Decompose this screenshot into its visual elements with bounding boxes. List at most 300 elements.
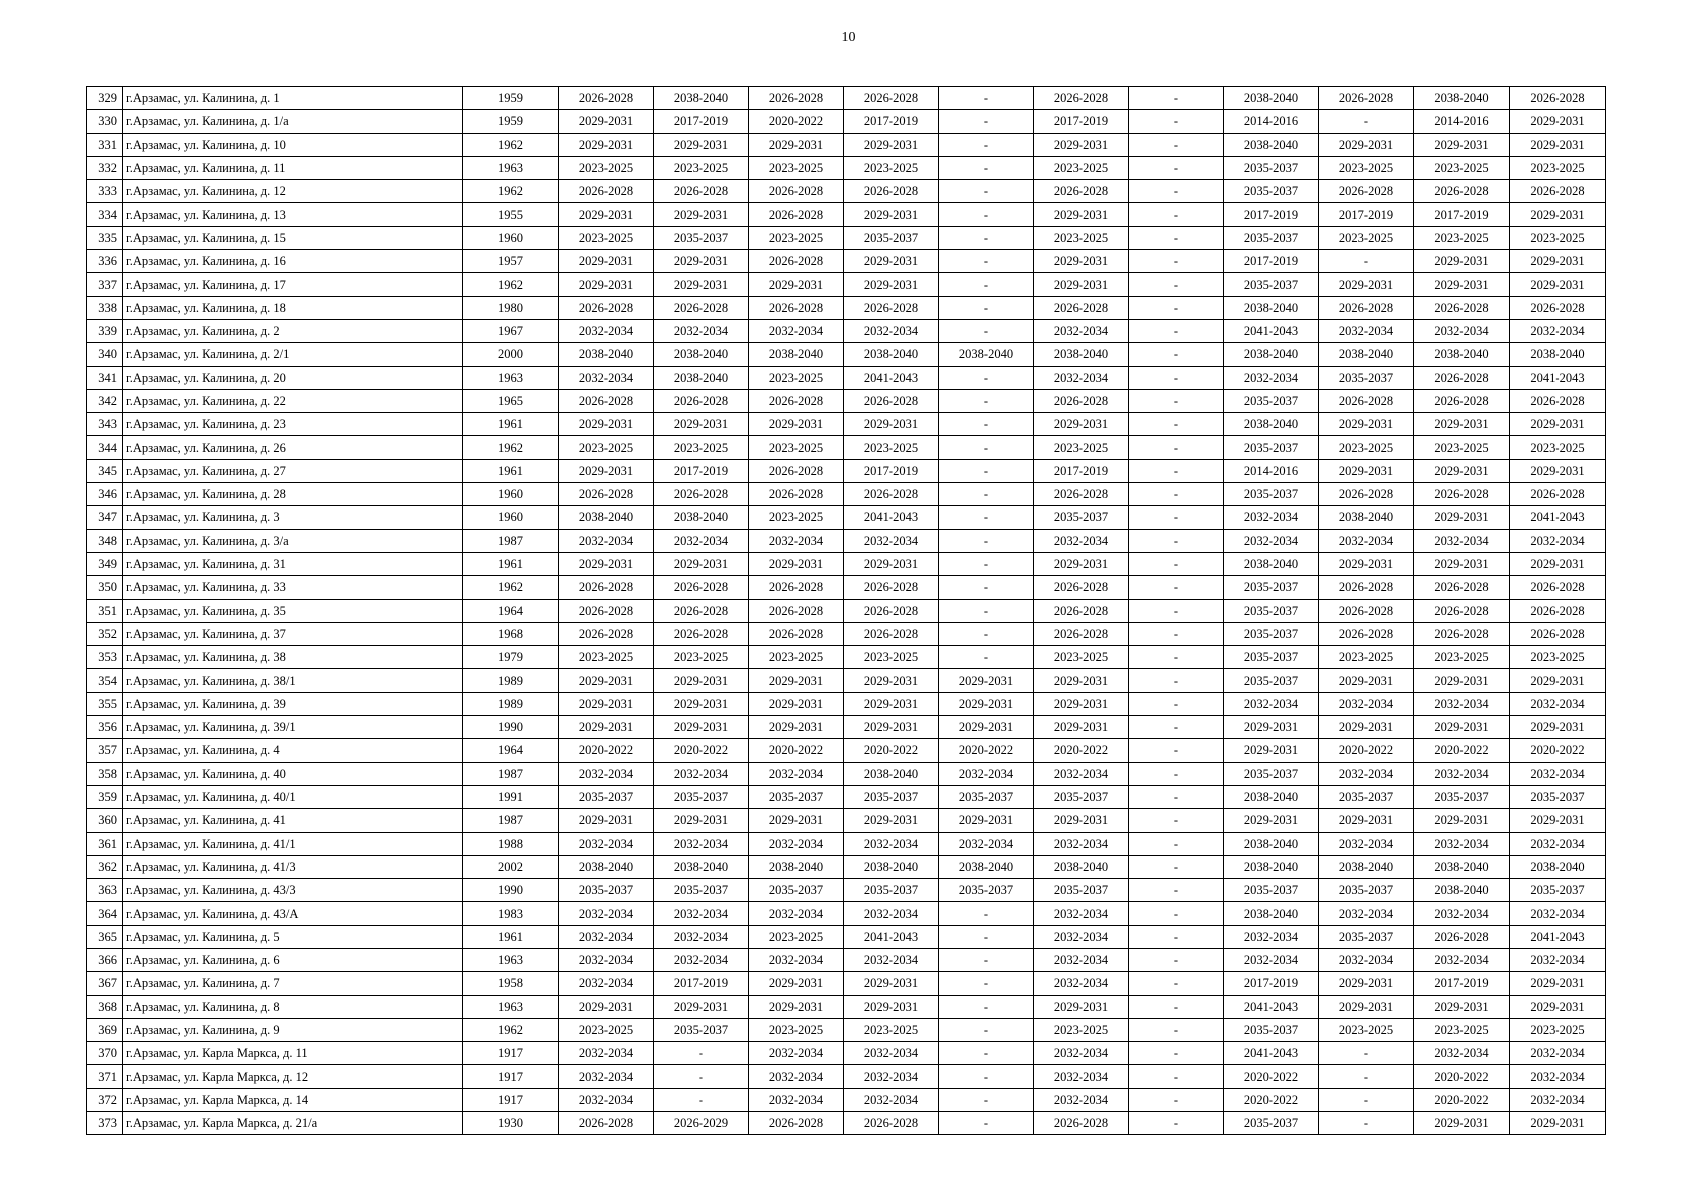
table-row	[87, 273, 1606, 296]
cell-period-2: 2029-2031	[654, 250, 749, 273]
cell-row-number: 352	[87, 622, 123, 645]
cell-period-7: -	[1129, 995, 1224, 1018]
cell-period-2: 2023-2025	[654, 646, 749, 669]
cell-period-3: 2032-2034	[749, 319, 844, 342]
cell-period-3: 2026-2028	[749, 203, 844, 226]
cell-period-11: 2023-2025	[1510, 1018, 1606, 1041]
cell-address: г.Арзамас, ул. Калинина, д. 38	[123, 646, 463, 669]
cell-row-number: 362	[87, 855, 123, 878]
cell-period-3: 2026-2028	[749, 180, 844, 203]
cell-period-3: 2032-2034	[749, 832, 844, 855]
cell-address: г.Арзамас, ул. Калинина, д. 3	[123, 506, 463, 529]
cell-period-4: 2041-2043	[844, 925, 939, 948]
cell-period-3: 2032-2034	[749, 529, 844, 552]
table-row	[87, 250, 1606, 273]
cell-period-4: 2026-2028	[844, 599, 939, 622]
housing-schedule-table	[86, 86, 1606, 1135]
cell-period-11: 2032-2034	[1510, 948, 1606, 971]
cell-period-11: 2029-2031	[1510, 273, 1606, 296]
cell-address: г.Арзамас, ул. Калинина, д. 5	[123, 925, 463, 948]
cell-period-5: 2029-2031	[939, 692, 1034, 715]
cell-period-4: 2026-2028	[844, 622, 939, 645]
cell-period-2: 2032-2034	[654, 902, 749, 925]
cell-period-5: -	[939, 296, 1034, 319]
cell-period-6: 2023-2025	[1034, 226, 1129, 249]
cell-period-11: 2029-2031	[1510, 669, 1606, 692]
cell-period-11: 2026-2028	[1510, 296, 1606, 319]
cell-period-8: 2038-2040	[1224, 413, 1319, 436]
cell-period-2: 2029-2031	[654, 133, 749, 156]
table-row	[87, 995, 1606, 1018]
cell-address: г.Арзамас, ул. Калинина, д. 6	[123, 948, 463, 971]
cell-period-2: 2032-2034	[654, 529, 749, 552]
cell-period-9: 2026-2028	[1319, 622, 1414, 645]
cell-address: г.Арзамас, ул. Калинина, д. 41/3	[123, 855, 463, 878]
cell-period-5: -	[939, 1018, 1034, 1041]
table-row	[87, 87, 1606, 110]
cell-period-10: 2032-2034	[1414, 319, 1510, 342]
cell-period-7: -	[1129, 902, 1224, 925]
cell-period-2: 2017-2019	[654, 972, 749, 995]
cell-period-8: 2035-2037	[1224, 669, 1319, 692]
cell-period-10: 2029-2031	[1414, 552, 1510, 575]
cell-period-6: 2035-2037	[1034, 506, 1129, 529]
cell-period-9: 2032-2034	[1319, 319, 1414, 342]
table-row	[87, 692, 1606, 715]
cell-period-3: 2029-2031	[749, 413, 844, 436]
cell-period-10: 2032-2034	[1414, 762, 1510, 785]
cell-period-3: 2032-2034	[749, 1065, 844, 1088]
cell-period-10: 2032-2034	[1414, 902, 1510, 925]
cell-address: г.Арзамас, ул. Калинина, д. 43/А	[123, 902, 463, 925]
cell-build-year: 1987	[463, 529, 559, 552]
cell-period-5: -	[939, 552, 1034, 575]
cell-build-year: 2000	[463, 343, 559, 366]
cell-period-7: -	[1129, 1042, 1224, 1065]
cell-period-9: 2029-2031	[1319, 669, 1414, 692]
cell-period-2: 2026-2028	[654, 622, 749, 645]
cell-period-10: 2032-2034	[1414, 692, 1510, 715]
cell-period-3: 2023-2025	[749, 226, 844, 249]
cell-address: г.Арзамас, ул. Калинина, д. 27	[123, 459, 463, 482]
cell-period-8: 2035-2037	[1224, 646, 1319, 669]
cell-period-6: 2023-2025	[1034, 436, 1129, 459]
cell-period-8: 2035-2037	[1224, 273, 1319, 296]
cell-period-8: 2035-2037	[1224, 599, 1319, 622]
table-row	[87, 226, 1606, 249]
cell-period-9: 2023-2025	[1319, 646, 1414, 669]
cell-row-number: 361	[87, 832, 123, 855]
cell-period-1: 2029-2031	[559, 995, 654, 1018]
cell-period-3: 2029-2031	[749, 273, 844, 296]
cell-period-6: 2032-2034	[1034, 972, 1129, 995]
cell-period-3: 2029-2031	[749, 972, 844, 995]
table-row	[87, 1065, 1606, 1088]
cell-period-5: -	[939, 1088, 1034, 1111]
cell-period-7: -	[1129, 483, 1224, 506]
cell-build-year: 1989	[463, 669, 559, 692]
cell-period-2: 2029-2031	[654, 413, 749, 436]
cell-period-5: -	[939, 273, 1034, 296]
cell-period-10: 2020-2022	[1414, 1065, 1510, 1088]
cell-row-number: 330	[87, 110, 123, 133]
cell-row-number: 353	[87, 646, 123, 669]
cell-period-7: -	[1129, 925, 1224, 948]
cell-period-1: 2020-2022	[559, 739, 654, 762]
cell-period-8: 2035-2037	[1224, 389, 1319, 412]
cell-address: г.Арзамас, ул. Калинина, д. 40	[123, 762, 463, 785]
cell-period-5: 2035-2037	[939, 879, 1034, 902]
cell-period-11: 2032-2034	[1510, 762, 1606, 785]
cell-period-7: -	[1129, 1112, 1224, 1135]
cell-period-5: 2032-2034	[939, 832, 1034, 855]
cell-period-8: 2038-2040	[1224, 902, 1319, 925]
table-row	[87, 319, 1606, 342]
cell-period-3: 2029-2031	[749, 692, 844, 715]
cell-period-4: 2026-2028	[844, 87, 939, 110]
cell-period-9: -	[1319, 1065, 1414, 1088]
cell-period-10: 2038-2040	[1414, 87, 1510, 110]
cell-period-11: 2029-2031	[1510, 459, 1606, 482]
cell-address: г.Арзамас, ул. Калинина, д. 9	[123, 1018, 463, 1041]
table-row	[87, 948, 1606, 971]
table-row	[87, 1112, 1606, 1135]
cell-row-number: 373	[87, 1112, 123, 1135]
cell-period-10: 2029-2031	[1414, 273, 1510, 296]
cell-row-number: 358	[87, 762, 123, 785]
cell-period-6: 2029-2031	[1034, 669, 1129, 692]
cell-period-6: 2038-2040	[1034, 855, 1129, 878]
cell-period-7: -	[1129, 319, 1224, 342]
cell-build-year: 1962	[463, 436, 559, 459]
cell-period-3: 2029-2031	[749, 133, 844, 156]
cell-period-10: 2029-2031	[1414, 250, 1510, 273]
cell-period-1: 2029-2031	[559, 273, 654, 296]
cell-period-5: -	[939, 972, 1034, 995]
cell-period-2: 2023-2025	[654, 156, 749, 179]
cell-period-5: -	[939, 1042, 1034, 1065]
table-body	[87, 87, 1606, 1135]
table-row	[87, 809, 1606, 832]
cell-period-6: 2032-2034	[1034, 319, 1129, 342]
table-row	[87, 716, 1606, 739]
cell-period-1: 2026-2028	[559, 599, 654, 622]
cell-address: г.Арзамас, ул. Калинина, д. 41/1	[123, 832, 463, 855]
cell-period-2: 2035-2037	[654, 879, 749, 902]
cell-period-1: 2026-2028	[559, 622, 654, 645]
table-row	[87, 646, 1606, 669]
cell-period-3: 2026-2028	[749, 1112, 844, 1135]
cell-address: г.Арзамас, ул. Калинина, д. 12	[123, 180, 463, 203]
cell-address: г.Арзамас, ул. Калинина, д. 20	[123, 366, 463, 389]
cell-build-year: 1917	[463, 1042, 559, 1065]
cell-period-7: -	[1129, 529, 1224, 552]
cell-period-1: 2032-2034	[559, 366, 654, 389]
table-row	[87, 156, 1606, 179]
cell-period-7: -	[1129, 366, 1224, 389]
cell-period-1: 2032-2034	[559, 762, 654, 785]
cell-period-2: 2035-2037	[654, 1018, 749, 1041]
cell-period-10: 2029-2031	[1414, 133, 1510, 156]
cell-period-1: 2029-2031	[559, 716, 654, 739]
cell-period-11: 2026-2028	[1510, 483, 1606, 506]
cell-period-8: 2038-2040	[1224, 343, 1319, 366]
cell-period-2: 2038-2040	[654, 506, 749, 529]
cell-period-11: 2029-2031	[1510, 133, 1606, 156]
cell-build-year: 1991	[463, 785, 559, 808]
cell-row-number: 332	[87, 156, 123, 179]
cell-period-3: 2032-2034	[749, 762, 844, 785]
cell-row-number: 337	[87, 273, 123, 296]
cell-period-2: 2020-2022	[654, 739, 749, 762]
cell-period-7: -	[1129, 716, 1224, 739]
cell-period-7: -	[1129, 226, 1224, 249]
cell-period-4: 2029-2031	[844, 203, 939, 226]
cell-address: г.Арзамас, ул. Карла Маркса, д. 21/а	[123, 1112, 463, 1135]
cell-build-year: 1964	[463, 739, 559, 762]
cell-build-year: 1960	[463, 483, 559, 506]
cell-row-number: 338	[87, 296, 123, 319]
cell-period-10: 2029-2031	[1414, 459, 1510, 482]
cell-period-8: 2032-2034	[1224, 948, 1319, 971]
cell-period-8: 2014-2016	[1224, 110, 1319, 133]
cell-period-3: 2023-2025	[749, 436, 844, 459]
cell-period-5: -	[939, 87, 1034, 110]
cell-period-11: 2026-2028	[1510, 180, 1606, 203]
cell-period-6: 2029-2031	[1034, 250, 1129, 273]
cell-build-year: 1964	[463, 599, 559, 622]
cell-address: г.Арзамас, ул. Калинина, д. 31	[123, 552, 463, 575]
cell-period-7: -	[1129, 622, 1224, 645]
table-row	[87, 622, 1606, 645]
cell-period-11: 2032-2034	[1510, 319, 1606, 342]
cell-period-11: 2029-2031	[1510, 995, 1606, 1018]
cell-period-4: 2038-2040	[844, 343, 939, 366]
cell-period-6: 2026-2028	[1034, 483, 1129, 506]
cell-period-5: -	[939, 413, 1034, 436]
cell-period-8: 2041-2043	[1224, 1042, 1319, 1065]
cell-period-6: 2026-2028	[1034, 1112, 1129, 1135]
cell-period-2: 2032-2034	[654, 925, 749, 948]
cell-period-8: 2020-2022	[1224, 1065, 1319, 1088]
cell-row-number: 359	[87, 785, 123, 808]
cell-period-7: -	[1129, 552, 1224, 575]
cell-address: г.Арзамас, ул. Калинина, д. 40/1	[123, 785, 463, 808]
cell-period-3: 2029-2031	[749, 552, 844, 575]
cell-period-3: 2023-2025	[749, 646, 844, 669]
cell-period-11: 2026-2028	[1510, 87, 1606, 110]
cell-period-8: 2038-2040	[1224, 785, 1319, 808]
cell-period-4: 2032-2034	[844, 1088, 939, 1111]
table-row	[87, 879, 1606, 902]
cell-period-9: 2032-2034	[1319, 948, 1414, 971]
cell-period-6: 2032-2034	[1034, 762, 1129, 785]
cell-period-4: 2032-2034	[844, 948, 939, 971]
table-row	[87, 483, 1606, 506]
cell-build-year: 1963	[463, 366, 559, 389]
cell-period-11: 2032-2034	[1510, 832, 1606, 855]
cell-address: г.Арзамас, ул. Калинина, д. 16	[123, 250, 463, 273]
cell-period-4: 2041-2043	[844, 366, 939, 389]
cell-period-5: 2035-2037	[939, 785, 1034, 808]
cell-period-9: 2038-2040	[1319, 343, 1414, 366]
cell-period-5: -	[939, 925, 1034, 948]
cell-period-5: -	[939, 576, 1034, 599]
cell-address: г.Арзамас, ул. Калинина, д. 39	[123, 692, 463, 715]
cell-period-10: 2038-2040	[1414, 343, 1510, 366]
cell-period-11: 2032-2034	[1510, 1042, 1606, 1065]
cell-period-9: 2035-2037	[1319, 366, 1414, 389]
cell-row-number: 335	[87, 226, 123, 249]
cell-period-4: 2017-2019	[844, 110, 939, 133]
cell-period-9: -	[1319, 250, 1414, 273]
cell-period-9: 2035-2037	[1319, 925, 1414, 948]
cell-period-4: 2032-2034	[844, 1042, 939, 1065]
cell-address: г.Арзамас, ул. Калинина, д. 43/3	[123, 879, 463, 902]
table-row	[87, 1018, 1606, 1041]
cell-build-year: 1990	[463, 879, 559, 902]
cell-period-9: 2035-2037	[1319, 785, 1414, 808]
cell-period-3: 2026-2028	[749, 87, 844, 110]
cell-period-10: 2014-2016	[1414, 110, 1510, 133]
cell-row-number: 367	[87, 972, 123, 995]
cell-address: г.Арзамас, ул. Карла Маркса, д. 12	[123, 1065, 463, 1088]
cell-period-5: -	[939, 436, 1034, 459]
cell-row-number: 357	[87, 739, 123, 762]
cell-period-8: 2032-2034	[1224, 925, 1319, 948]
cell-period-4: 2035-2037	[844, 785, 939, 808]
cell-build-year: 1987	[463, 809, 559, 832]
table-row	[87, 552, 1606, 575]
cell-period-6: 2026-2028	[1034, 180, 1129, 203]
cell-period-11: 2029-2031	[1510, 716, 1606, 739]
cell-period-5: 2038-2040	[939, 855, 1034, 878]
cell-address: г.Арзамас, ул. Калинина, д. 1/а	[123, 110, 463, 133]
cell-address: г.Арзамас, ул. Калинина, д. 33	[123, 576, 463, 599]
table-row	[87, 1042, 1606, 1065]
table-row	[87, 1088, 1606, 1111]
cell-period-2: 2029-2031	[654, 995, 749, 1018]
table-row	[87, 576, 1606, 599]
cell-row-number: 355	[87, 692, 123, 715]
cell-period-6: 2032-2034	[1034, 366, 1129, 389]
cell-period-1: 2032-2034	[559, 972, 654, 995]
cell-row-number: 350	[87, 576, 123, 599]
cell-row-number: 341	[87, 366, 123, 389]
cell-address: г.Арзамас, ул. Калинина, д. 39/1	[123, 716, 463, 739]
cell-period-4: 2023-2025	[844, 1018, 939, 1041]
cell-address: г.Арзамас, ул. Карла Маркса, д. 11	[123, 1042, 463, 1065]
cell-period-10: 2029-2031	[1414, 413, 1510, 436]
table-row	[87, 832, 1606, 855]
cell-period-2: 2023-2025	[654, 436, 749, 459]
cell-period-9: 2029-2031	[1319, 716, 1414, 739]
cell-period-3: 2032-2034	[749, 948, 844, 971]
table-row	[87, 110, 1606, 133]
cell-period-2: 2035-2037	[654, 226, 749, 249]
cell-row-number: 369	[87, 1018, 123, 1041]
cell-period-3: 2029-2031	[749, 995, 844, 1018]
cell-period-2: 2029-2031	[654, 273, 749, 296]
cell-period-5: -	[939, 622, 1034, 645]
cell-period-11: 2032-2034	[1510, 1088, 1606, 1111]
cell-period-6: 2026-2028	[1034, 622, 1129, 645]
cell-period-1: 2023-2025	[559, 1018, 654, 1041]
cell-period-8: 2035-2037	[1224, 180, 1319, 203]
cell-period-6: 2020-2022	[1034, 739, 1129, 762]
cell-period-3: 2029-2031	[749, 716, 844, 739]
cell-period-4: 2038-2040	[844, 855, 939, 878]
cell-period-11: 2029-2031	[1510, 413, 1606, 436]
cell-build-year: 1965	[463, 389, 559, 412]
cell-period-8: 2032-2034	[1224, 692, 1319, 715]
cell-period-10: 2029-2031	[1414, 1112, 1510, 1135]
cell-period-5: -	[939, 646, 1034, 669]
cell-period-6: 2032-2034	[1034, 832, 1129, 855]
cell-period-4: 2026-2028	[844, 483, 939, 506]
cell-period-8: 2032-2034	[1224, 506, 1319, 529]
cell-period-11: 2026-2028	[1510, 576, 1606, 599]
cell-period-1: 2026-2028	[559, 87, 654, 110]
cell-period-2: 2026-2028	[654, 576, 749, 599]
cell-period-11: 2038-2040	[1510, 855, 1606, 878]
cell-period-2: 2029-2031	[654, 203, 749, 226]
cell-period-1: 2029-2031	[559, 413, 654, 436]
cell-period-2: 2029-2031	[654, 809, 749, 832]
table-row	[87, 599, 1606, 622]
cell-period-9: -	[1319, 1088, 1414, 1111]
cell-period-10: 2029-2031	[1414, 995, 1510, 1018]
cell-address: г.Арзамас, ул. Калинина, д. 38/1	[123, 669, 463, 692]
cell-period-9: 2026-2028	[1319, 576, 1414, 599]
cell-period-3: 2026-2028	[749, 389, 844, 412]
cell-period-1: 2035-2037	[559, 879, 654, 902]
cell-period-10: 2032-2034	[1414, 832, 1510, 855]
cell-period-11: 2038-2040	[1510, 343, 1606, 366]
cell-period-9: 2023-2025	[1319, 226, 1414, 249]
cell-period-4: 2041-2043	[844, 506, 939, 529]
table-row	[87, 343, 1606, 366]
cell-period-1: 2029-2031	[559, 552, 654, 575]
cell-build-year: 1955	[463, 203, 559, 226]
cell-period-9: 2038-2040	[1319, 855, 1414, 878]
cell-period-1: 2032-2034	[559, 1088, 654, 1111]
cell-address: г.Арзамас, ул. Калинина, д. 23	[123, 413, 463, 436]
cell-period-2: 2029-2031	[654, 669, 749, 692]
cell-build-year: 1930	[463, 1112, 559, 1135]
cell-period-3: 2029-2031	[749, 809, 844, 832]
cell-row-number: 340	[87, 343, 123, 366]
cell-period-11: 2029-2031	[1510, 552, 1606, 575]
cell-period-2: 2032-2034	[654, 762, 749, 785]
cell-row-number: 372	[87, 1088, 123, 1111]
cell-period-2: 2029-2031	[654, 692, 749, 715]
cell-period-9: 2029-2031	[1319, 809, 1414, 832]
cell-period-3: 2026-2028	[749, 622, 844, 645]
cell-period-5: 2020-2022	[939, 739, 1034, 762]
cell-period-4: 2029-2031	[844, 716, 939, 739]
cell-build-year: 1962	[463, 273, 559, 296]
cell-period-8: 2035-2037	[1224, 226, 1319, 249]
cell-period-1: 2029-2031	[559, 459, 654, 482]
cell-address: г.Арзамас, ул. Калинина, д. 3/а	[123, 529, 463, 552]
cell-period-10: 2023-2025	[1414, 226, 1510, 249]
cell-address: г.Арзамас, ул. Калинина, д. 4	[123, 739, 463, 762]
cell-period-7: -	[1129, 250, 1224, 273]
cell-period-3: 2026-2028	[749, 576, 844, 599]
cell-period-9: 2026-2028	[1319, 483, 1414, 506]
cell-period-3: 2023-2025	[749, 506, 844, 529]
